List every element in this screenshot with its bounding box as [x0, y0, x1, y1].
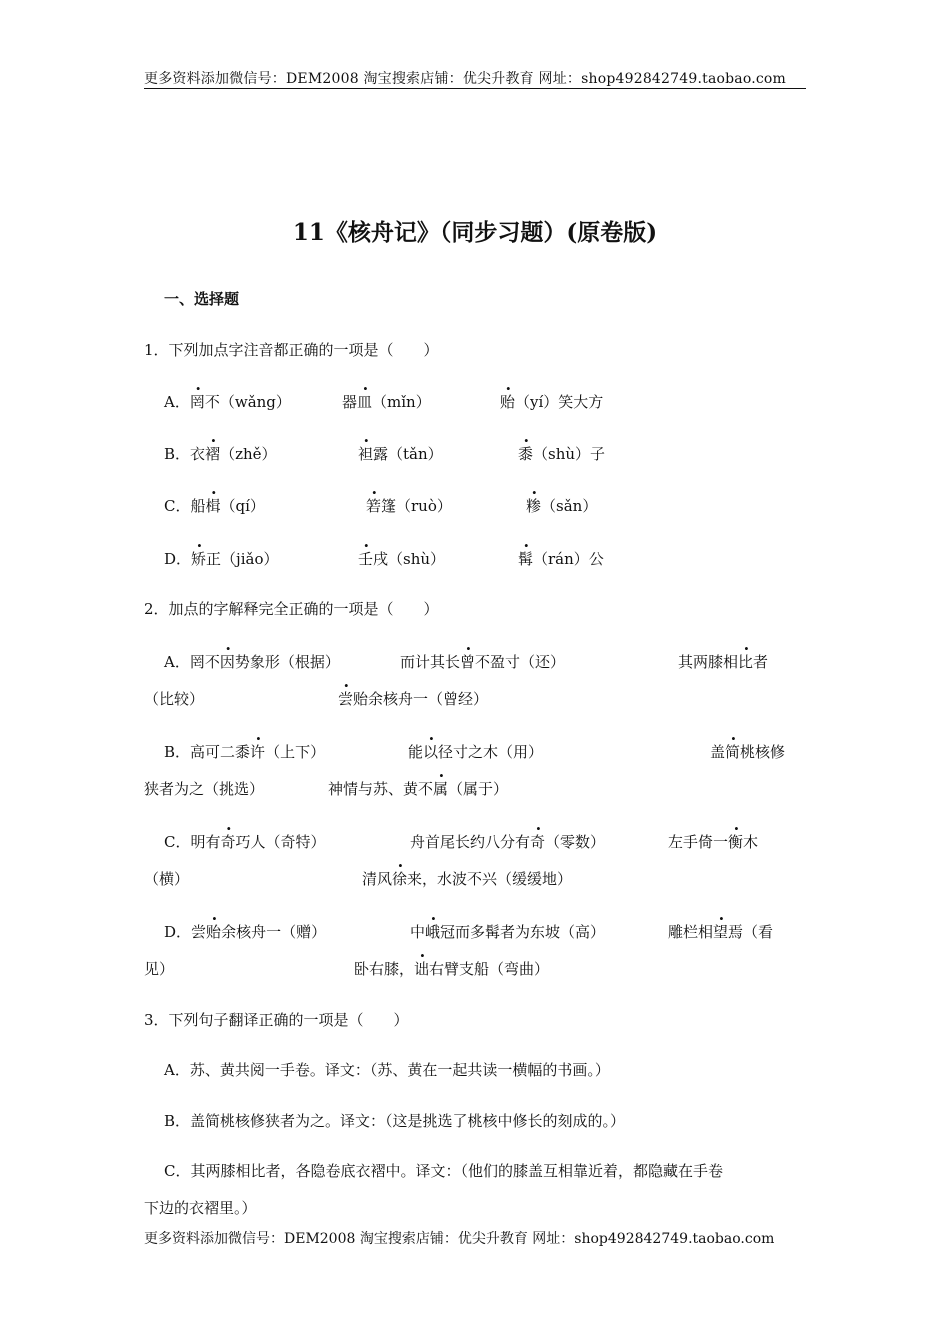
emphasis-char: 髯 — [518, 550, 534, 568]
page-footer: 更多资料添加微信号：DEM2008 淘宝搜索店铺：优尖升教育 网址：shop492842749.taobao.com — [144, 1231, 775, 1247]
emphasis-char: 箬 — [366, 497, 382, 515]
emphasis-char: 罔 — [189, 393, 205, 411]
emphasis-char: 奇 — [530, 833, 546, 851]
emphasis-char: 以 — [423, 743, 439, 761]
emphasis-char: 许 — [250, 743, 266, 761]
q1-c-item-2: 箬篷（ruò） — [366, 497, 452, 515]
header-rule — [144, 88, 806, 89]
emphasis-char: 贻 — [206, 923, 222, 941]
emphasis-char: 楫 — [205, 497, 221, 515]
emphasis-char: 比 — [738, 653, 754, 671]
emphasis-char: 属 — [433, 780, 449, 798]
q2-d-item-3: 雕栏相望焉（看 — [668, 923, 774, 941]
q1-c-item-3: 糁（sǎn） — [526, 497, 598, 515]
q2-d-item-2: 中峨冠而多髯者为东坡（高） — [410, 923, 606, 941]
q1-option-a: A．罔不（wǎng） — [164, 393, 291, 411]
emphasis-char: 衡 — [728, 833, 744, 851]
q2-c-item-3: 左手倚一衡木 — [668, 833, 759, 851]
q2-b-item-3-cont: 狭者为之（挑选） — [144, 780, 265, 798]
question-3-stem: 3．下列句子翻译正确的一项是（ ） — [144, 1011, 409, 1029]
q2-d-item-3-cont: 见） — [144, 960, 175, 978]
emphasis-char: 简 — [725, 743, 741, 761]
emphasis-char: 望 — [713, 923, 729, 941]
emphasis-char: 峨 — [425, 923, 441, 941]
question-2-stem: 2．加点的字解释完全正确的一项是（ ） — [144, 600, 439, 618]
emphasis-char: 尝 — [338, 690, 354, 708]
emphasis-char: 徐 — [392, 870, 408, 888]
q2-option-d: D．尝贻余核舟一（赠） — [164, 923, 327, 941]
page-header: 更多资料添加微信号：DEM2008 淘宝搜索店铺：优尖升教育 网址：shop492842749.taobao.com — [144, 71, 787, 87]
q1-option-c: C．船楫（qí） — [164, 497, 265, 515]
emphasis-char: 曾 — [460, 653, 476, 671]
q2-a-item-3: 其两膝相比者 — [678, 653, 769, 671]
emphasis-char: 袒 — [358, 445, 374, 463]
q2-option-b: B．高可二黍许（上下） — [164, 743, 326, 761]
q2-option-c: C．明有奇巧人（奇特） — [164, 833, 326, 851]
q1-b-item-3: 黍（shù）子 — [518, 445, 606, 463]
emphasis-char: 皿 — [357, 393, 373, 411]
q2-c-item-4: 清风徐来，水波不兴（缓缓地） — [362, 870, 573, 888]
q1-b-item-2: 袒露（tǎn） — [358, 445, 443, 463]
q3-option-b: B．盖简桃核修狭者为之。译文：（这是挑选了桃核中修长的刻成的。） — [164, 1112, 626, 1130]
section-heading: 一、选择题 — [164, 290, 240, 308]
q1-option-b: B．衣褶（zhě） — [164, 445, 277, 463]
emphasis-char: 矫 — [191, 550, 207, 568]
q1-d-item-2: 壬戌（shù） — [358, 550, 446, 568]
q3-option-a: A．苏、黄共阅一手卷。译文：（苏、黄在一起共读一横幅的书画。） — [164, 1061, 610, 1079]
emphasis-char: 因 — [219, 653, 235, 671]
emphasis-char: 奇 — [220, 833, 236, 851]
q2-c-item-2: 舟首尾长约八分有奇（零数） — [410, 833, 606, 851]
q2-d-item-4: 卧右膝，诎右臂支船（弯曲） — [354, 960, 550, 978]
q1-a-item-2: 器皿（mǐn） — [342, 393, 431, 411]
q1-option-d: D．矫正（jiǎo） — [164, 550, 279, 568]
question-1-stem: 1．下列加点字注音都正确的一项是（ ） — [144, 341, 439, 359]
q2-b-item-3: 盖简桃核修 — [710, 743, 786, 761]
emphasis-char: 黍 — [518, 445, 534, 463]
q2-b-item-4: 神情与苏、黄不属（属于） — [328, 780, 509, 798]
emphasis-char: 糁 — [526, 497, 542, 515]
q1-d-item-3: 髯（rán）公 — [518, 550, 604, 568]
q3-option-c-cont: 下边的衣褶里。） — [144, 1199, 257, 1217]
q2-option-a: A．罔不因势象形（根据） — [164, 653, 340, 671]
emphasis-char: 壬 — [358, 550, 374, 568]
emphasis-char: 诎 — [414, 960, 430, 978]
q2-b-item-2: 能以径寸之木（用） — [408, 743, 544, 761]
q1-a-item-3: 贻（yí）笑大方 — [500, 393, 604, 411]
q2-a-item-4: 尝贻余核舟一（曾经） — [338, 690, 489, 708]
page-title: 11《核舟记》（同步习题）(原卷版) — [292, 219, 658, 246]
q3-option-c: C．其两膝相比者，各隐卷底衣褶中。译文：（他们的膝盖互相靠近着，都隐藏在手卷 — [164, 1162, 723, 1180]
q2-c-item-3-cont: （横） — [144, 870, 190, 888]
emphasis-char: 褶 — [205, 445, 221, 463]
emphasis-char: 贻 — [500, 393, 516, 411]
q2-a-item-3-cont: （比较） — [144, 690, 205, 708]
q2-a-item-2: 而计其长曾不盈寸（还） — [400, 653, 566, 671]
